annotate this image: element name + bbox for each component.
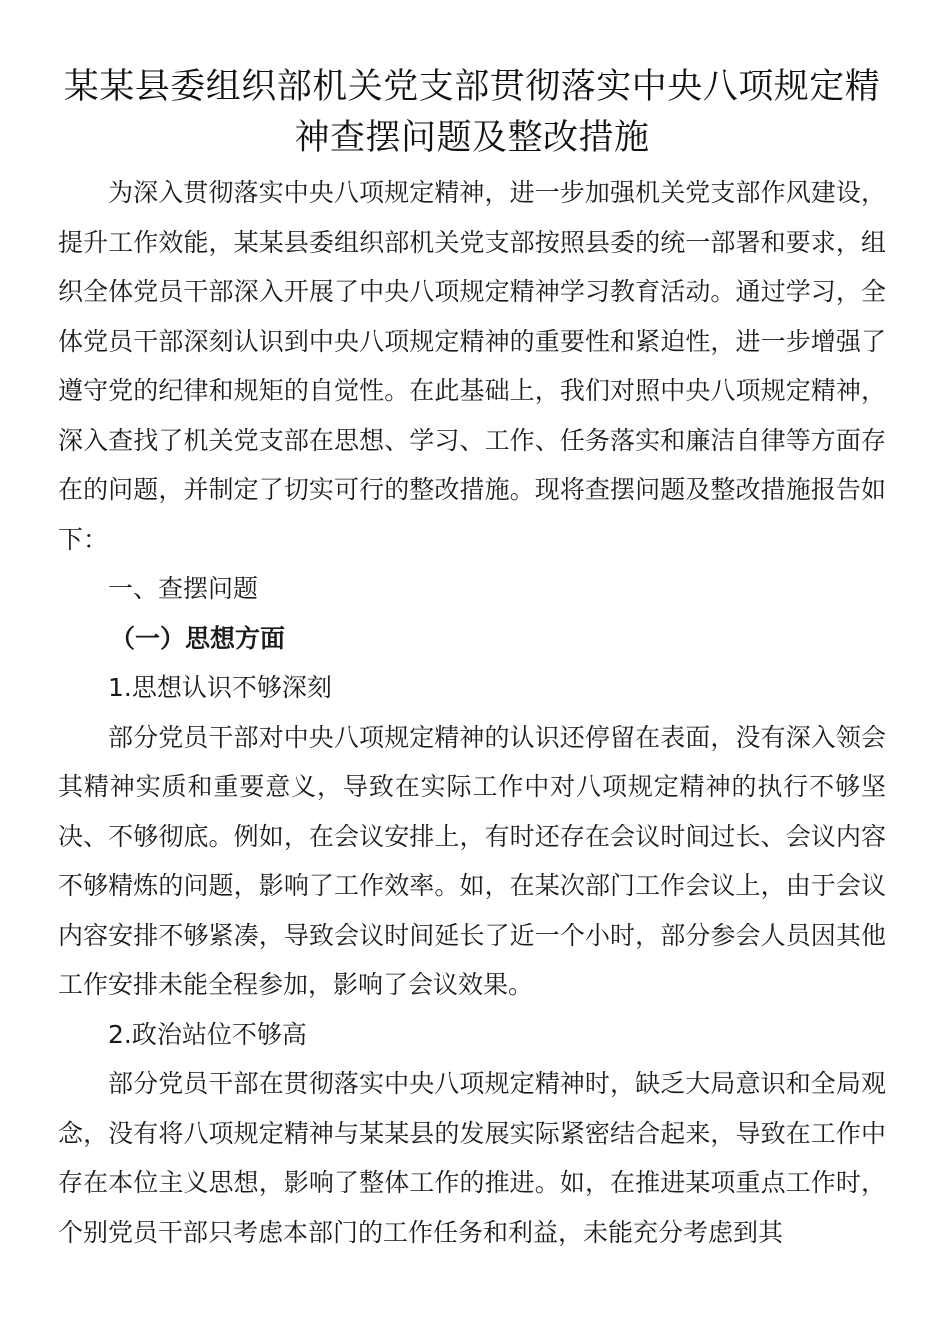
subsection-heading-thought: （一）思想方面 xyxy=(110,623,286,653)
item-paragraph-2: 部分党员干部在贯彻落实中央八项规定精神时，缺乏大局意识和全局观念，没有将八项规定精神与某某县的发展实际紧密结合起来，导致在工作中存在本位主义思想，影响了整体工作的推进。如，在推进某项重点工作时，个别党员干部只考虑本部门的工作任务和利益，未能充分考虑到其 xyxy=(58,1069,886,1247)
item-heading-2: 2.政治站位不够高 xyxy=(108,1019,307,1049)
intro-paragraph: 为深入贯彻落实中央八项规定精神，进一步加强机关党支部作风建设，提升工作效能，某某县委组织部机关党支部按照县委的统一部署和要求，组织全体党员干部深入开展了中央八项规定精神学习教育活动。通过学习，全体党员干部深刻认识到中央八项规定精神的重要性和紧迫性，进一步增强了遵守党的纪律和规矩的自觉性。在此基础上，我们对照中央八项规定精神，深入查找了机关党支部在思想、学习、工作、任务落实和廉洁自律等方面存在的问题，并制定了切实可行的整改措施。现将查摆问题及整改措施报告如下： xyxy=(58,178,886,554)
section-heading-problems: 一、查摆问题 xyxy=(108,574,259,603)
item-heading-1: 1.思想认识不够深刻 xyxy=(108,673,332,702)
document-title: 某某县委组织部机关党支部贯彻落实中央八项规定精神查摆问题及整改措施 xyxy=(63,67,881,158)
document-body xyxy=(58,168,886,1257)
item-paragraph-1: 部分党员干部对中央八项规定精神的认识还停留在表面，没有深入领会其精神实质和重要意义，导致在实际工作中对八项规定精神的执行不够坚决、不够彻底。例如，在会议安排上，有时还存在会议时间过长、会议内容不够精炼的问题，影响了工作效率。如，在某次部门工作会议上，由于会议内容安排不够紧凑，导致会议时间延长了近一个小时，部分参会人员因其他工作安排未能全程参加，影响了会议效果。 xyxy=(58,722,886,999)
